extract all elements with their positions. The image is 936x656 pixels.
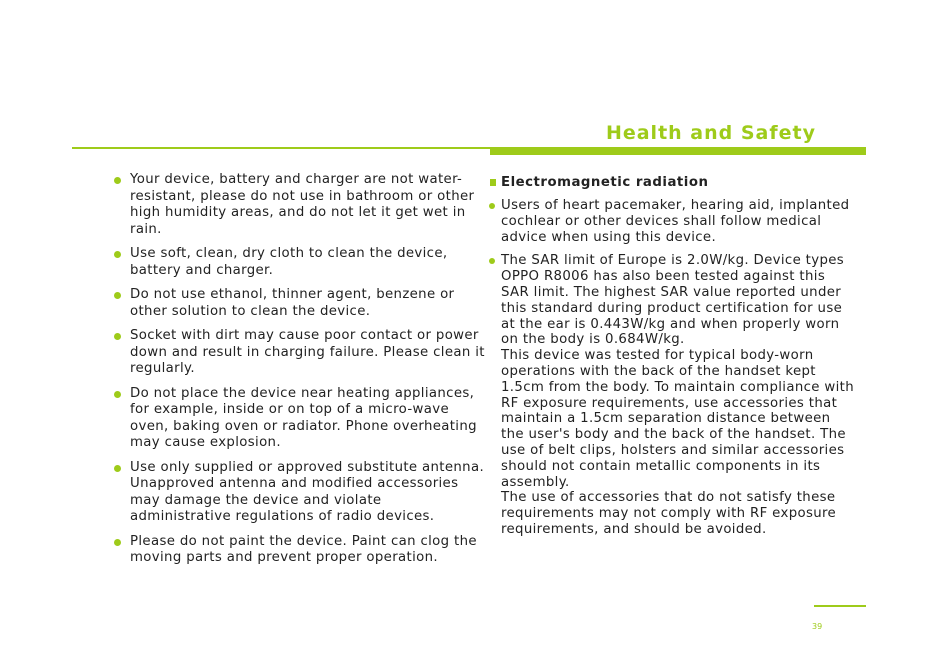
right-column	[486, 172, 856, 546]
section-heading	[486, 172, 856, 194]
list-item	[110, 172, 485, 238]
accessories-text: The use of accessories that do not satisfy these requirements may not comply with RF exposure requirements, and should be avoided.	[501, 490, 837, 537]
header-divider-left	[72, 147, 490, 149]
bullet-dot-icon	[114, 177, 121, 184]
list-item-text: Please do not paint the device. Paint can clog the moving parts and prevent proper operation.	[130, 533, 477, 565]
header-divider-right	[490, 147, 866, 155]
list-item	[110, 328, 485, 378]
left-column	[110, 172, 485, 575]
radiation-list	[486, 198, 856, 538]
list-item-text: Do not place the device near heating appliances, for example, inside or on top of a micro-wave oven, baking oven or radiator. Phone overheating may cause explosion.	[130, 385, 477, 450]
list-item	[110, 460, 485, 526]
list-item-text: Your device, battery and charger are not water-resistant, please do not use in bathroom or other high humidity areas, and do not let it get wet in rain.	[130, 172, 475, 237]
list-item-text: Socket with dirt may cause poor contact or power down and result in charging failure. Please clean it regularly.	[130, 328, 485, 376]
list-item-text: Users of heart pacemaker, hearing aid, implanted cochlear or other devices shall follow medical advice when using this device.	[501, 198, 850, 245]
sar-limit-text: The SAR limit of Europe is 2.0W/kg. Device types OPPO R8006 has also been tested against this SAR limit. The highest SAR value reported under this standard during product certification for use at the ear is 0.443W/kg and when properly worn on the body is 0.684W/kg.	[501, 253, 845, 348]
bullet-dot-icon	[489, 258, 495, 264]
list-item	[110, 246, 485, 279]
body-worn-text: This device was tested for typical body-worn operations with the back of the handset kept 1.5cm from the body. To maintain compliance with RF exposure requirements, use accessories that maintain a 1.5cm separation distance between the user's body and the back of the handset. The use of belt clips, holsters and similar accessories should not contain metallic components in its assembly.	[501, 348, 854, 490]
list-item-text: Use soft, clean, dry cloth to clean the device, battery and charger.	[130, 246, 448, 278]
bullet-dot-icon	[114, 391, 121, 398]
bullet-dot-icon	[114, 465, 121, 472]
list-item	[486, 198, 856, 245]
bullet-dot-icon	[114, 251, 121, 258]
bullet-dot-icon	[114, 539, 121, 546]
list-item-text: Do not use ethanol, thinner agent, benzene or other solution to clean the device.	[130, 287, 455, 319]
bullet-dot-icon	[114, 292, 121, 299]
bullet-dot-icon	[114, 333, 121, 340]
section-heading-text: Electromagnetic radiation	[501, 175, 709, 190]
list-item	[110, 287, 485, 320]
square-bullet-icon	[490, 179, 496, 186]
page-title: Health and Safety	[605, 122, 816, 144]
list-item	[486, 253, 856, 537]
page-number: 39	[812, 622, 823, 631]
safety-list	[110, 172, 485, 567]
list-item-text: Use only supplied or approved substitute antenna. Unapproved antenna and modified accessories may damage the device and violate administrative regulations of radio devices.	[130, 459, 485, 524]
bullet-dot-icon	[489, 203, 495, 209]
list-item	[110, 534, 485, 567]
footer-divider	[814, 605, 866, 607]
list-item	[110, 386, 485, 452]
